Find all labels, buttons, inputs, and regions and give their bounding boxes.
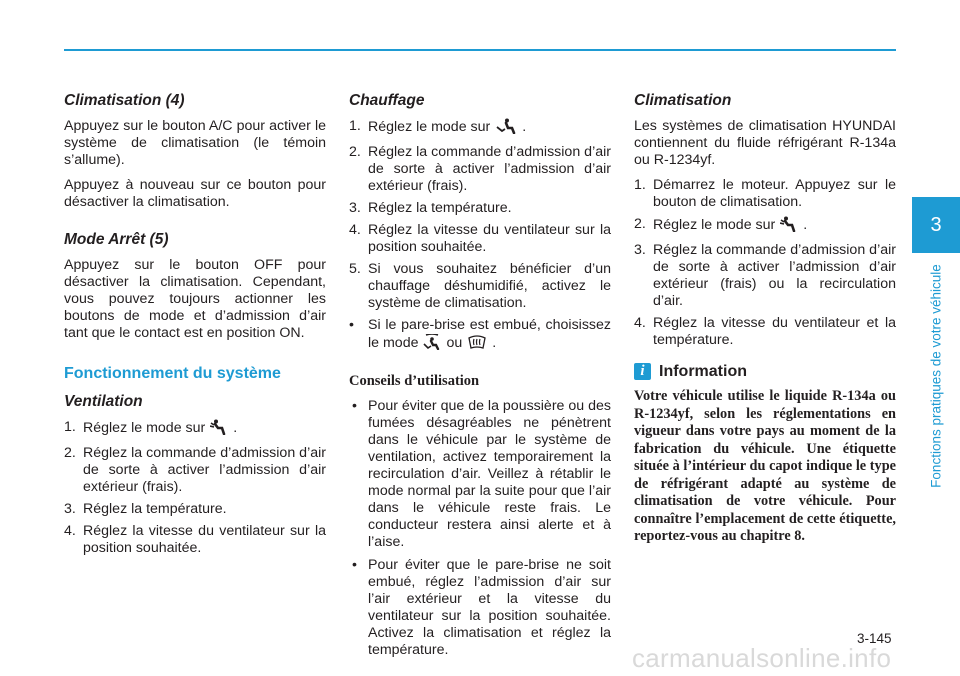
watermark: carmanualsonline.info bbox=[632, 643, 892, 673]
section-title: Fonctionnement du système bbox=[64, 365, 281, 382]
column-2 bbox=[349, 92, 611, 665]
list-item: 2. Réglez le mode sur . bbox=[634, 216, 896, 237]
face-vent-mode-icon bbox=[210, 419, 228, 440]
face-vent-mode-icon bbox=[780, 216, 798, 237]
paragraph: Les systèmes de climatisation HYUNDAI contiennent du fluide réfrigérant R-134a ou R-1234yf. bbox=[634, 118, 896, 168]
list-item: 5. Si vous souhaitez bénéficier d’un chauffage déshumidifié, activez le système de climatisation. bbox=[349, 261, 611, 311]
ac-steps bbox=[634, 177, 896, 349]
chapter-title: Fonctions pratiques de votre véhicule bbox=[928, 264, 944, 488]
list-item: 2. Réglez la commande d’admission d’air de sorte à activer l’admission d’air extérieur (frais). bbox=[64, 445, 326, 495]
list-item: 1. Démarrez le moteur. Appuyez sur le bouton de climatisation. bbox=[634, 177, 896, 210]
info-icon: i bbox=[634, 363, 651, 380]
list-item: 2. Réglez la commande d’admission d’air de sorte à activer l’admission d’air extérieur (frais). bbox=[349, 144, 611, 194]
heating-steps bbox=[349, 118, 611, 355]
info-header bbox=[634, 363, 896, 380]
heading-climatisation: Climatisation (4) bbox=[64, 92, 185, 109]
heading-climatisation-2: Climatisation bbox=[634, 92, 732, 109]
column-1 bbox=[64, 92, 326, 562]
paragraph: Appuyez à nouveau sur ce bouton pour désactiver la climatisation. bbox=[64, 177, 326, 210]
list-item: 4. Réglez la vitesse du ventilateur et la température. bbox=[634, 315, 896, 348]
paragraph: Appuyez sur le bouton OFF pour désactiver la climatisation. Cependant, vous pouvez toujours actionner les boutons de mode et d’admission d’air tant que le contact est en position ON. bbox=[64, 257, 326, 341]
list-item: 1. Réglez le mode sur . bbox=[349, 118, 611, 139]
heading-mode-arret: Mode Arrêt (5) bbox=[64, 231, 169, 248]
list-item: 3. Réglez la commande d’admission d’air de sorte à activer l’admission d’air extérieur (frais) ou la recirculation d’air. bbox=[634, 242, 896, 309]
floor-vent-mode-icon bbox=[495, 118, 517, 139]
list-item: • Si le pare-brise est embué, choisissez le mode ou . bbox=[349, 317, 611, 355]
info-text: Votre véhicule utilise le liquide R-134a ou R-1234yf, selon les réglementations en vigueur dans votre pays au moment de la fabrication du véhicule. Une étiquette située à l’intérieur du capot indique le type de réfrigérant adapté au système de climatisation de votre véhicule. Pour connaître l’emplacement de cette étiquette, reportez-vous au chapitre 8. bbox=[634, 388, 896, 544]
ventilation-steps bbox=[64, 419, 326, 557]
heading-chauffage: Chauffage bbox=[349, 92, 425, 109]
info-title: Information bbox=[659, 363, 747, 380]
paragraph: Appuyez sur le bouton A/C pour activer le système de climatisation (le témoin s’allume). bbox=[64, 118, 326, 168]
chapter-tab: 3 bbox=[912, 197, 960, 253]
defrost-floor-mode-icon bbox=[423, 334, 441, 355]
list-item: 4. Réglez la vitesse du ventilateur sur la position souhaitée. bbox=[349, 222, 611, 255]
top-rule bbox=[64, 49, 896, 51]
heading-conseils: Conseils d’utilisation bbox=[349, 373, 480, 389]
heading-ventilation: Ventilation bbox=[64, 393, 143, 410]
list-item: 3. Réglez la température. bbox=[64, 501, 227, 517]
list-item: 1. Réglez le mode sur . bbox=[64, 419, 326, 440]
list-item: • Pour éviter que le pare-brise ne soit embué, réglez l’admission d’air sur l’air extérieur et la vitesse du ventilateur sur la position souhaitée. Activez la climatisation et réglez la température. bbox=[349, 557, 611, 659]
list-item: • Pour éviter que de la poussière ou des fumées désagréables ne pénètrent dans le véhicule par le système de ventilation, activez temporairement la recirculation d’air. Veillez à rétablir le mode normal par la suite pour que l’air dans le véhicule reste frais. Le conducteur restera ainsi alerte et à l’aise. bbox=[349, 398, 611, 551]
defrost-mode-icon bbox=[467, 334, 487, 355]
list-item: 4. Réglez la vitesse du ventilateur sur la position souhaitée. bbox=[64, 523, 326, 556]
page-number: 3-145 bbox=[857, 631, 892, 646]
column-3 bbox=[634, 92, 896, 546]
list-item: 3. Réglez la température. bbox=[349, 200, 512, 216]
tips-list bbox=[349, 398, 611, 659]
